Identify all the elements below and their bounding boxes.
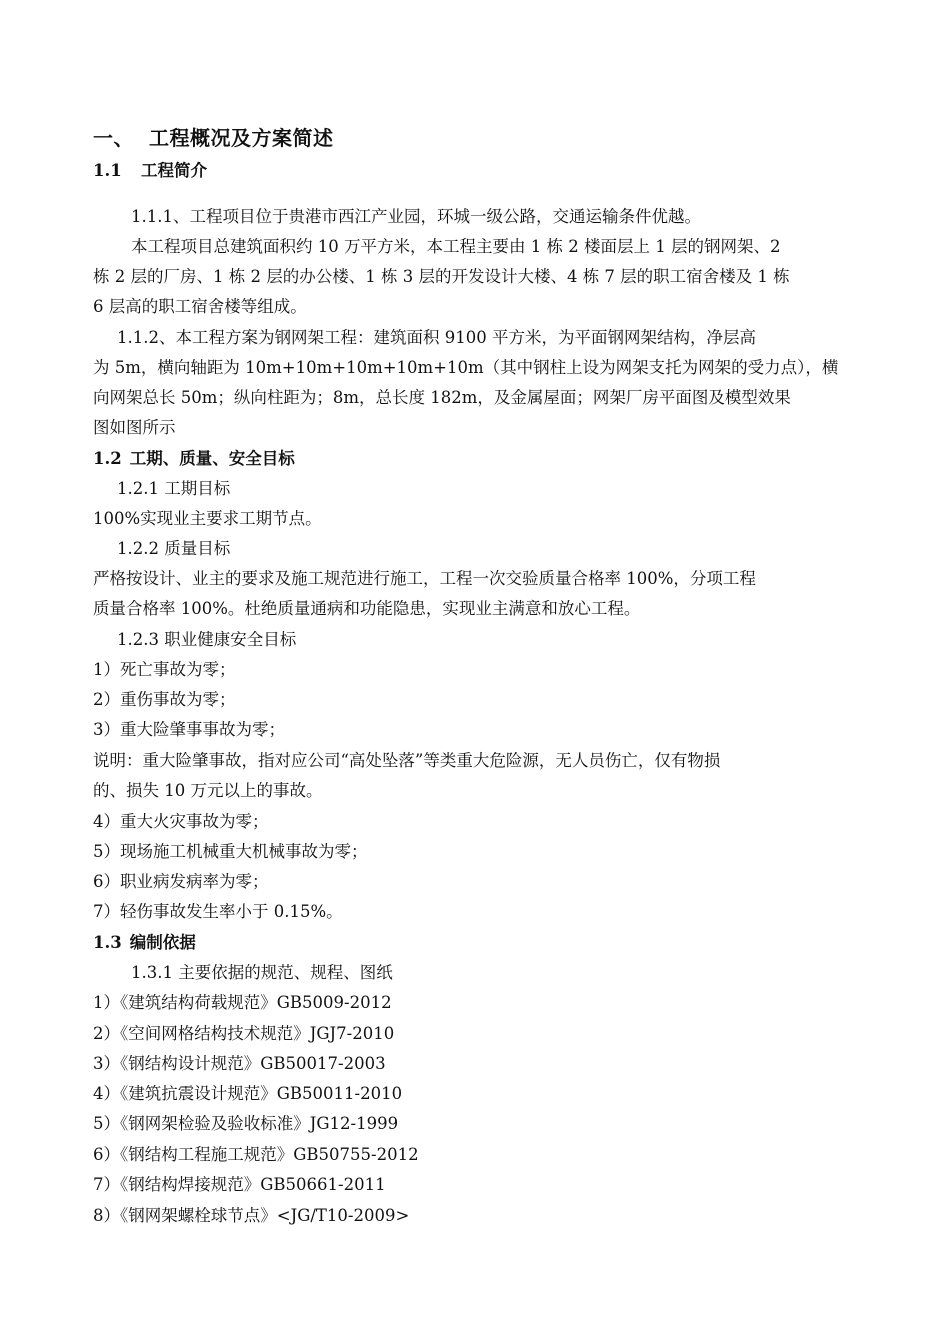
standard-item: 1）《建筑结构荷载规范》GB5009-2012 — [93, 993, 392, 1012]
list-item: 4）重大火灾事故为零； — [93, 812, 269, 831]
standard-item: 5）《钢网架检验及验收标准》JG12-1999 — [93, 1114, 399, 1133]
standard-item: 7）《钢结构焊接规范》GB50661-2011 — [93, 1175, 386, 1194]
paragraph-1-2-1: 100%实现业主要求工期节点。 — [93, 509, 322, 528]
chapter-title: 工程概况及方案简述 — [149, 126, 334, 150]
section-number: 1.2 — [93, 449, 122, 468]
section-title: 编制依据 — [129, 933, 196, 952]
note-line: 的、损失 10 万元以上的事故。 — [93, 781, 323, 800]
section-number: 1.1 — [93, 161, 122, 180]
subsection-1-2-1: 1.2.1 工期目标 — [117, 479, 231, 498]
section-heading-1-1 — [93, 161, 207, 181]
paragraph-scope-line: 6 层高的职工宿舍楼等组成。 — [93, 297, 307, 316]
paragraph-scope-line: 本工程项目总建筑面积约 10 万平方米，本工程主要由 1 栋 2 楼面层上 1 层的钢网架、2 — [131, 237, 781, 256]
chapter-number: 一、 — [93, 126, 134, 150]
paragraph-1-1-2-line: 为 5m，横向轴距为 10m+10m+10m+10m+10m（其中钢柱上设为网架支托为网架的受力点），横 — [93, 358, 839, 377]
section-heading-1-3 — [93, 933, 196, 953]
standard-item: 8）《钢网架螺栓球节点》<JG/T10-2009> — [93, 1206, 410, 1225]
list-item: 2）重伤事故为零； — [93, 690, 236, 709]
subsection-1-2-3: 1.2.3 职业健康安全目标 — [117, 630, 297, 649]
section-title: 工期、质量、安全目标 — [129, 449, 295, 468]
chapter-heading — [93, 126, 334, 150]
paragraph-1-1-1: 1.1.1、工程项目位于贵港市西江产业园，环城一级公路，交通运输条件优越。 — [131, 207, 701, 226]
standard-item: 6）《钢结构工程施工规范》GB50755-2012 — [93, 1145, 419, 1164]
section-title: 工程简介 — [141, 161, 207, 180]
paragraph-1-1-2-line: 向网架总长 50m；纵向柱距为；8m，总长度 182m，及金属屋面；网架厂房平面图及模型效果 — [93, 388, 791, 407]
standard-item: 3）《钢结构设计规范》GB50017-2003 — [93, 1054, 386, 1073]
paragraph-scope-line: 栋 2 层的厂房、1 栋 2 层的办公楼、1 栋 3 层的开发设计大楼、4 栋 7 层的职工宿舍楼及 1 栋 — [93, 267, 790, 286]
section-heading-1-2 — [93, 449, 295, 469]
section-number: 1.3 — [93, 933, 122, 952]
paragraph-1-1-2-line: 1.1.2、本工程方案为钢网架工程：建筑面积 9100 平方米，为平面钢网架结构，净层高 — [117, 328, 756, 347]
paragraph-1-2-2-line: 严格按设计、业主的要求及施工规范进行施工，工程一次交验质量合格率 100%，分项工程 — [93, 569, 756, 588]
list-item: 7）轻伤事故发生率小于 0.15%。 — [93, 902, 343, 921]
list-item: 5）现场施工机械重大机械事故为零； — [93, 842, 368, 861]
note-line: 说明：重大险肇事故，指对应公司“高处坠落”等类重大危险源，无人员伤亡，仅有物损 — [93, 751, 721, 770]
paragraph-1-2-2-line: 质量合格率 100%。杜绝质量通病和功能隐患，实现业主满意和放心工程。 — [93, 599, 641, 618]
paragraph-1-1-2-line: 图如图所示 — [93, 418, 176, 437]
subsection-1-3-1: 1.3.1 主要依据的规范、规程、图纸 — [131, 963, 393, 982]
standard-item: 2）《空间网格结构技术规范》JGJ7-2010 — [93, 1024, 395, 1043]
list-item: 3）重大险肇事事故为零； — [93, 720, 285, 739]
subsection-1-2-2: 1.2.2 质量目标 — [117, 539, 231, 558]
list-item: 1）死亡事故为零； — [93, 660, 236, 679]
list-item: 6）职业病发病率为零； — [93, 872, 269, 891]
standard-item: 4）《建筑抗震设计规范》GB50011-2010 — [93, 1084, 403, 1103]
